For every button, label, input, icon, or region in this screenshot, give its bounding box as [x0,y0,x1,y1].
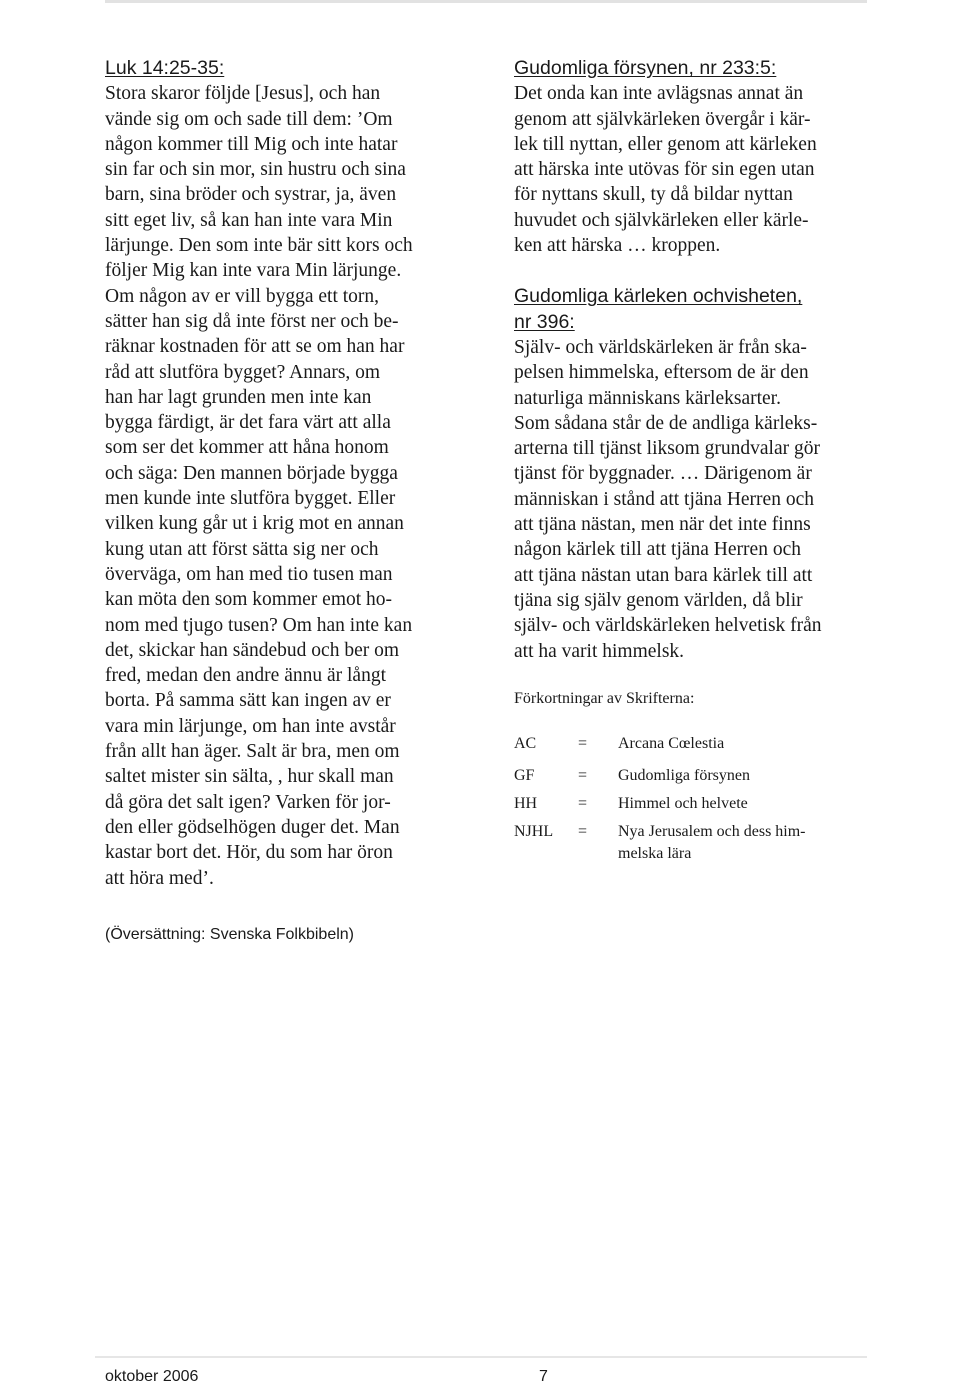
section-text-divine-providence: Det onda kan inte avlägsnas annat än genom att självkärleken övergår i kär- lek till nyttan, eller genom att kärleken att härska inte utövas för sin egen utan för nyttans skull, ty då bildar nyttan huvudet och självkärleken eller kärle- ken att härska … kroppen. [514,83,817,257]
abbreviation-value: Gudomliga försynen [618,767,750,784]
abbreviation-value: Nya Jerusalem och dess him- melska lära [618,823,806,862]
abbreviation-equals: = [578,767,588,784]
abbreviation-key: AC [514,735,537,752]
abbreviation-equals: = [578,795,588,812]
footer-date: oktober 2006 [105,1368,199,1385]
abbreviation-value: Arcana Cœlestia [618,735,725,752]
section-text-divine-love-wisdom: Själv- och världskärleken är från ska- pelsen himmelska, eftersom de är den naturliga människans kärleksarter. Som sådana står de de andliga kärleks- arterna till tjänst liksom grundvalar gör tjänst för byggnader. … Därigenom är människan i stånd att tjäna Herren och att tjäna nästan, men när det inte finns någon kärlek till att tjäna Herren och att tjäna nästan utan bara kärlek till att tjäna sig själv genom världen, då blir själv- och världskärleken helvetisk från att ha varit himmelsk. [514,336,822,662]
abbreviation-equals: = [578,735,588,752]
abbreviation-key: GF [514,767,535,784]
section-heading-divine-providence: Gudomliga försynen, nr 233:5: [514,57,777,79]
section-heading-line-1: Gudomliga kärleken ochvisheten, [514,285,803,308]
footer-divider [95,1356,867,1358]
section-heading-line-2: nr 396: [514,310,575,333]
right-column [514,56,874,664]
abbreviation-key: HH [514,795,538,812]
abbreviation-key: NJHL [514,823,554,840]
left-column [105,56,455,891]
translation-note: (Översättning: Svenska Folkbibeln) [105,926,354,943]
section-heading-divine-love-wisdom [514,284,874,335]
abbreviation-value: Himmel och helvete [618,795,748,812]
scripture-passage: Stora skaror följde [Jesus], och han vände sig om och sade till dem: ’Om någon kommer till Mig och inte hatar sin far och sin mor, sin hustru och sina barn, sina bröder och systrar, ja, även sitt eget liv, så kan han inte vara Min lärjunge. Den som inte bär sitt kors och följer Mig kan inte vara Min lärjunge. Om någon av er vill bygga ett torn, sätter han sig då inte först ner och be- räknar kostnaden för att se om han har råd att slutföra bygget? Annars, om han har lagt grunden men inte kan bygga färdigt, är det fara värt att alla som ser det kommer att håna honom och säga: Den mannen började bygga men kunde inte slutföra bygget. Eller vilken kung går ut i krig mot en annan kung utan att först sätta sig ner och överväga, om han med tio tusen man kan möta den som kommer emot ho- nom med tjugo tusen? Om han inte kan det, skickar han sändebud och ber om fred, medan den andre ännu är långt borta. På samma sätt kan ingen av er vara min lärjunge, om han inte avstår från allt han äger. Salt är bra, men om saltet mister sin sälta, , hur skall man då göra det salt igen? Varken för jor- den eller gödselhögen duger det. Man kastar bort det. Hör, du som har öron att höra med’. [105,83,413,889]
page-number: 7 [539,1368,548,1385]
scripture-reference-heading: Luk 14:25-35: [105,57,225,79]
abbreviations-title: Förkortningar av Skrifterna: [514,690,695,707]
abbreviation-equals: = [578,823,588,840]
top-divider [105,0,867,3]
